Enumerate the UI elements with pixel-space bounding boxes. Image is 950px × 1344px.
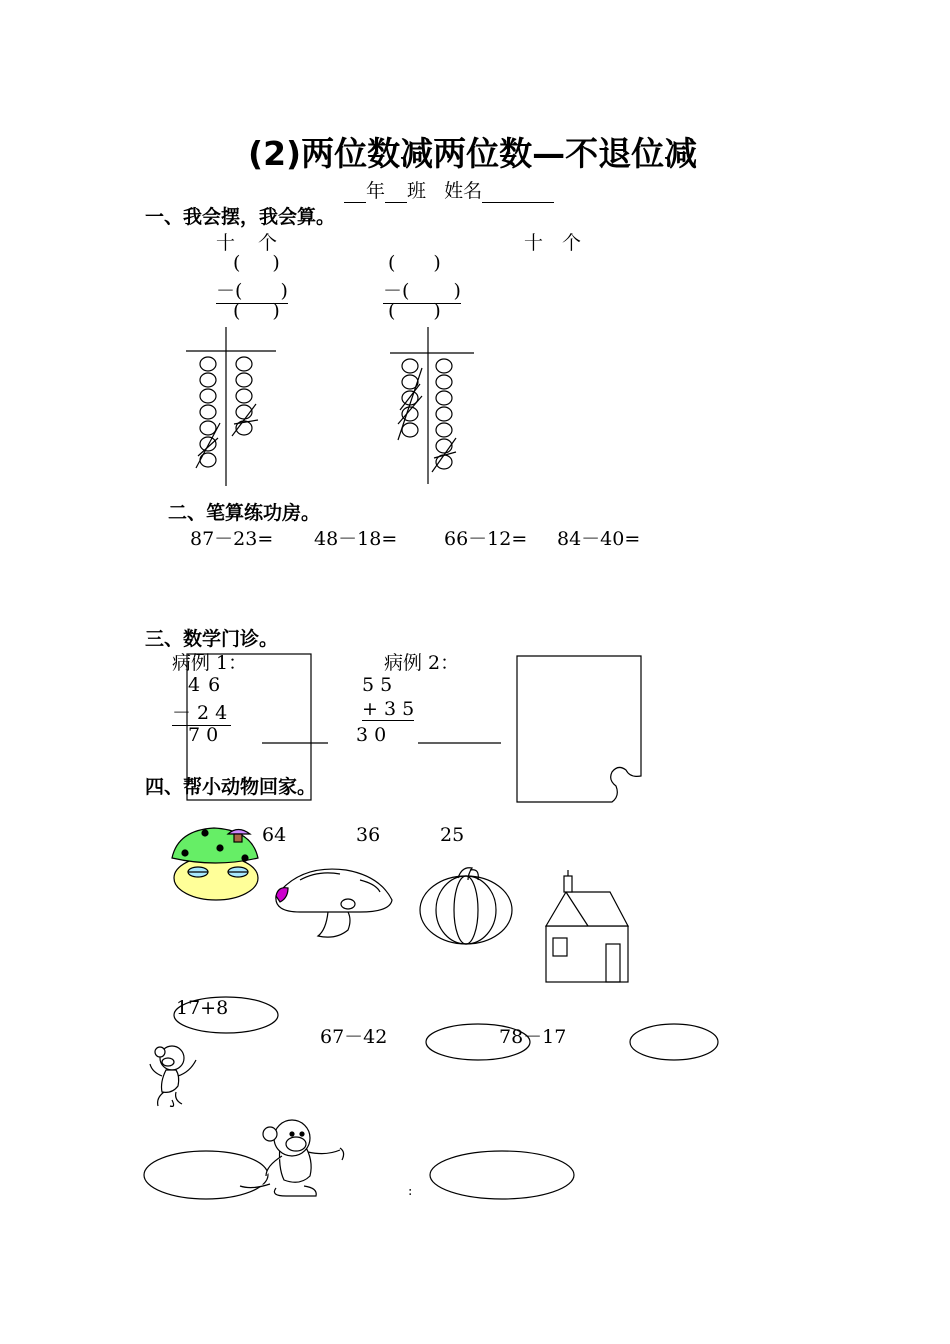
case-2-top: 5 5 bbox=[362, 674, 393, 696]
place-label-ones-2: 个 bbox=[562, 232, 582, 254]
calc2-row2[interactable]: －( ) bbox=[383, 276, 461, 304]
name-label: 姓名 bbox=[444, 180, 483, 202]
problem-4: 84－40= bbox=[557, 528, 641, 550]
problem-3: 66－12= bbox=[444, 528, 528, 550]
answer-oval-4[interactable] bbox=[144, 1151, 268, 1199]
section-4-heading: 四、帮小动物回家。 bbox=[145, 776, 317, 798]
place-label-tens-1: 十 bbox=[216, 232, 236, 254]
abacus-1 bbox=[186, 327, 276, 486]
expression-3: 78－17 bbox=[499, 1026, 567, 1048]
case-1-answer-box[interactable] bbox=[187, 654, 311, 800]
expression-1: 17+8 bbox=[176, 997, 229, 1019]
case-2-label: 病例 2： bbox=[384, 652, 460, 674]
section-3-heading: 三、数学门诊。 bbox=[145, 628, 279, 650]
answer-oval-1[interactable] bbox=[174, 997, 278, 1033]
answer-oval-3[interactable] bbox=[630, 1024, 718, 1060]
case-1-result: 7 0 bbox=[188, 724, 219, 746]
problem-1: 87－23= bbox=[190, 528, 274, 550]
case-1-label: 病例 1： bbox=[172, 652, 248, 674]
calc1-row1[interactable]: ( ) bbox=[233, 252, 280, 274]
abacus-1-tens-beads bbox=[196, 357, 220, 468]
abacus-2 bbox=[390, 327, 474, 484]
calc1-row3[interactable]: ( ) bbox=[233, 300, 280, 322]
monkey-large bbox=[240, 1120, 344, 1196]
place-label-ones-1: 个 bbox=[258, 232, 278, 254]
abacus-2-ones-beads bbox=[432, 359, 456, 472]
section-1-heading: 一、我会摆，我会算。 bbox=[145, 206, 336, 228]
house bbox=[546, 870, 628, 982]
case-2-result: 3 0 bbox=[356, 724, 387, 746]
house-number-mushroom: 64 bbox=[262, 824, 287, 846]
calc2-row3[interactable]: ( ) bbox=[388, 300, 441, 322]
calc2-row1[interactable]: ( ) bbox=[388, 252, 441, 274]
monkey-small bbox=[150, 1046, 196, 1106]
class-label: 班 bbox=[407, 180, 427, 202]
mushroom-house bbox=[172, 828, 258, 900]
answer-oval-5[interactable] bbox=[430, 1151, 574, 1199]
mushroom bbox=[276, 869, 392, 937]
house-number-house: 25 bbox=[440, 824, 465, 846]
grade-label: 年 bbox=[366, 180, 386, 202]
answer-oval-2[interactable] bbox=[426, 1024, 530, 1060]
case-2-answer-paper[interactable] bbox=[517, 656, 641, 802]
problem-2: 48－18= bbox=[314, 528, 398, 550]
case-1-bottom: － 2 4 bbox=[172, 698, 231, 726]
abacus-1-ones-beads bbox=[232, 357, 258, 436]
expression-2: 67－42 bbox=[320, 1026, 388, 1048]
place-label-tens-2: 十 bbox=[524, 232, 544, 254]
section-2-heading: 二、笔算练功房。 bbox=[168, 502, 321, 524]
stray-mark: : bbox=[408, 1184, 413, 1199]
calc1-row2[interactable]: －( ) bbox=[216, 276, 288, 304]
case-2-bottom: + 3 5 bbox=[362, 698, 415, 720]
page-title: (2)两位数减两位数—不退位减 bbox=[248, 134, 698, 173]
case-1-top: 4 6 bbox=[188, 674, 222, 696]
abacus-2-tens-beads bbox=[398, 359, 422, 440]
pumpkin bbox=[420, 868, 512, 944]
house-number-pumpkin: 36 bbox=[356, 824, 381, 846]
